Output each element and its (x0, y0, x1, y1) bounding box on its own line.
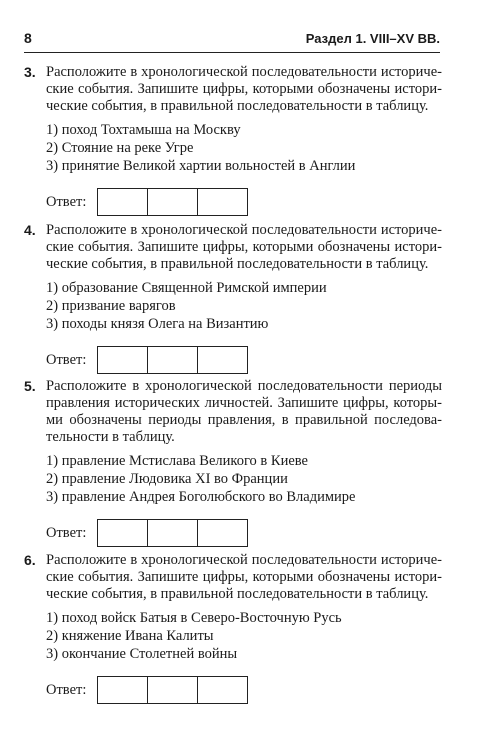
task-number: 4. (24, 222, 36, 238)
answer-cell[interactable] (148, 189, 198, 215)
section-title: Раздел 1. VIII–XV ВВ. (305, 31, 440, 46)
header-divider (24, 52, 440, 53)
list-item: 3) принятие Великой хартии вольностей в Англии (46, 158, 356, 174)
answer-row (46, 346, 442, 374)
task-prompt: Расположите в хронологической последовательности исторические события. Запишите цифры, которыми обозначены исторические события, в правильной последовательности в таблицу. (46, 222, 442, 272)
answer-cell[interactable] (98, 347, 148, 373)
answer-table (97, 519, 248, 547)
task-prompt: Расположите в хронологической последовательности исторические события. Запишите цифры, которыми обозначены исторические события, в правильной последовательности в таблицу. (46, 552, 442, 602)
task-3 (24, 64, 442, 216)
list-item: 1) поход Тохтамыша на Москву (46, 122, 241, 138)
answer-label: Ответ: (46, 524, 87, 541)
task-5 (24, 378, 442, 547)
page-number: 8 (24, 30, 32, 46)
answer-cell[interactable] (98, 189, 148, 215)
task-4 (24, 222, 442, 374)
answer-cell[interactable] (148, 677, 198, 703)
answer-label: Ответ: (46, 681, 87, 698)
task-number: 6. (24, 552, 36, 568)
answer-cell[interactable] (148, 520, 198, 546)
answer-cell[interactable] (98, 677, 148, 703)
task-number: 3. (24, 64, 36, 80)
answer-table (97, 188, 248, 216)
list-item: 2) княжение Ивана Калиты (46, 628, 214, 644)
task-6 (24, 552, 442, 704)
answer-cell[interactable] (198, 520, 247, 546)
answer-table (97, 676, 248, 704)
task-prompt: Расположите в хронологической последовательности исторические события. Запишите цифры, которыми обозначены исторические события, в правильной последовательности в таблицу. (46, 64, 442, 114)
answer-row (46, 519, 442, 547)
answer-label: Ответ: (46, 351, 87, 368)
list-item: 1) правление Мстислава Великого в Киеве (46, 453, 308, 469)
answer-row (46, 676, 442, 704)
list-item: 3) правление Андрея Боголюбского во Владимире (46, 489, 356, 505)
task-number: 5. (24, 378, 36, 394)
page-header (24, 30, 440, 52)
answer-cell[interactable] (198, 189, 247, 215)
list-item: 1) образование Священной Римской империи (46, 280, 327, 296)
task-prompt: Расположите в хронологической последовательности периоды правления исторических личностей. Запишите цифры, которыми обозначены периоды правления, в правильной последовательности в таблицу. (46, 378, 442, 445)
answer-cell[interactable] (198, 677, 247, 703)
task-items (46, 609, 442, 663)
task-items (46, 121, 442, 175)
answer-cell[interactable] (98, 520, 148, 546)
answer-label: Ответ: (46, 193, 87, 210)
list-item: 3) походы князя Олега на Византию (46, 316, 269, 332)
list-item: 2) призвание варягов (46, 298, 176, 314)
list-item: 2) Стояние на реке Угре (46, 140, 194, 156)
task-items (46, 452, 442, 506)
list-item: 2) правление Людовика XI во Франции (46, 471, 288, 487)
list-item: 3) окончание Столетней войны (46, 646, 238, 662)
task-items (46, 279, 442, 333)
answer-row (46, 188, 442, 216)
answer-cell[interactable] (198, 347, 247, 373)
answer-table (97, 346, 248, 374)
list-item: 1) поход войск Батыя в Северо-Восточную Русь (46, 610, 342, 626)
answer-cell[interactable] (148, 347, 198, 373)
